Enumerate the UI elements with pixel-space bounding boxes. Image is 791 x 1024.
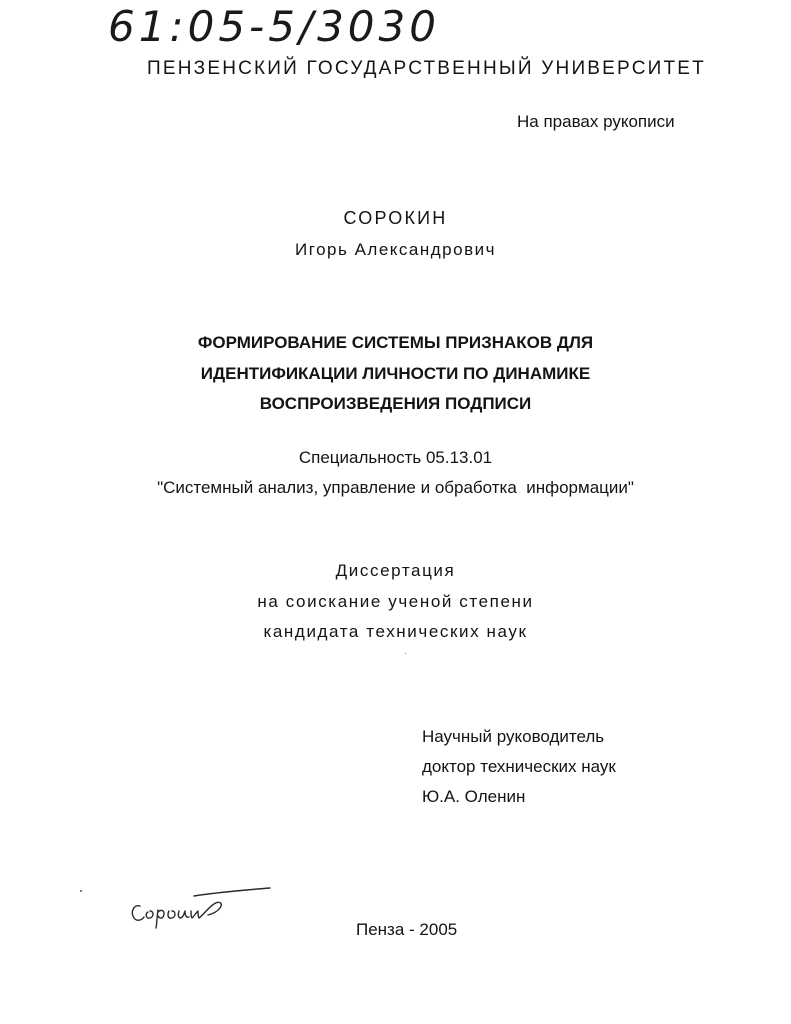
- supervisor-role: Научный руководитель: [422, 727, 605, 746]
- dissertation-title-line: ФОРМИРОВАНИЕ СИСТЕМЫ ПРИЗНАКОВ ДЛЯ: [197, 333, 594, 352]
- catalog-number: 61:05-5/3030: [108, 2, 440, 51]
- scan-speck: [405, 653, 406, 654]
- dissertation-title-line: ВОСПРОИЗВЕДЕНИЯ ПОДПИСИ: [259, 394, 532, 413]
- dissertation-title-line: ИДЕНТИФИКАЦИИ ЛИЧНОСТИ ПО ДИНАМИКЕ: [200, 364, 591, 383]
- signature-stroke: [194, 888, 270, 896]
- author-given-names: Игорь Александрович: [295, 240, 496, 259]
- author-surname: СОРОКИН: [343, 208, 448, 228]
- place-and-year: Пенза - 2005: [356, 920, 458, 939]
- supervisor-degree: доктор технических наук: [422, 757, 616, 776]
- specialty-name: "Системный анализ, управление и обработка информации": [157, 478, 634, 497]
- supervisor-name: Ю.А. Оленин: [422, 787, 526, 806]
- specialty-code: Специальность 05.13.01: [298, 448, 493, 467]
- dissertation-type-line: кандидата технических наук: [263, 622, 528, 641]
- manuscript-rights-note: На правах рукописи: [517, 112, 675, 131]
- dissertation-type-line: Диссертация: [335, 561, 456, 580]
- scan-speck: [80, 890, 82, 892]
- university-name: ПЕНЗЕНСКИЙ ГОСУДАРСТВЕННЫЙ УНИВЕРСИТЕТ: [147, 58, 706, 79]
- dissertation-type-line: на соискание ученой степени: [257, 592, 534, 611]
